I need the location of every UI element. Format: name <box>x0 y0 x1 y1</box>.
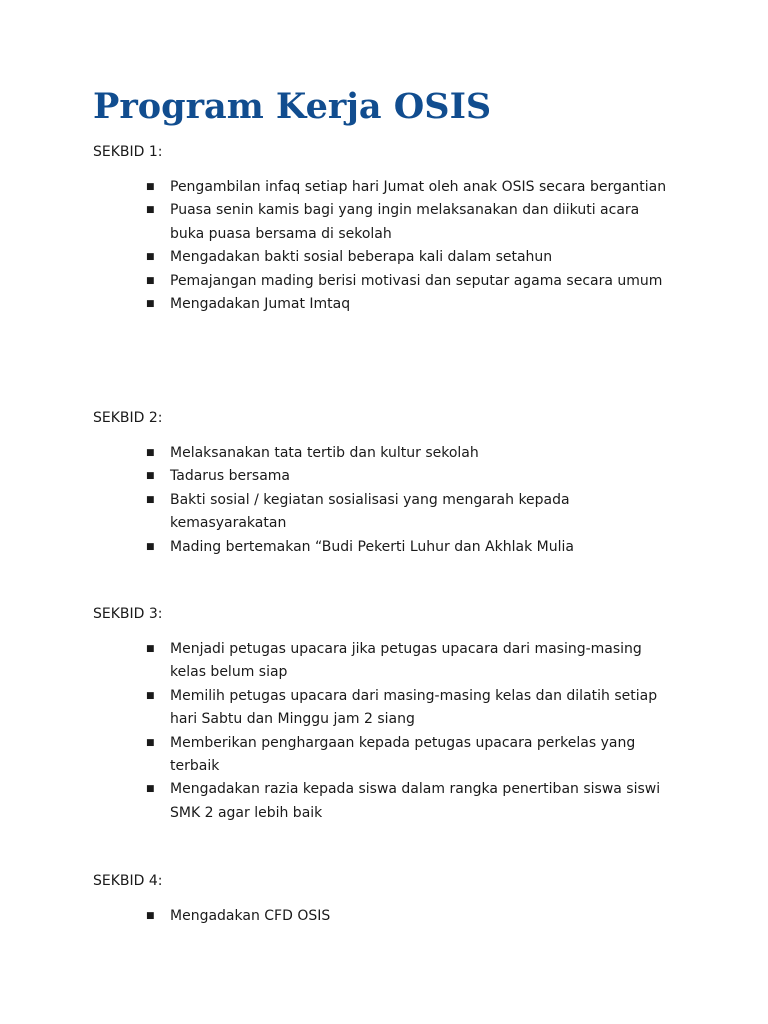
bullet-list <box>93 442 693 559</box>
list-item <box>93 778 670 825</box>
list-item <box>93 638 670 685</box>
list-item-text: Bakti sosial / kegiatan sosialisasi yang mengarah kepada kemasyarakatan <box>170 491 570 532</box>
square-bullet-icon: ■ <box>146 275 155 286</box>
list-item <box>93 536 670 559</box>
section-sekbid-4 <box>93 871 693 928</box>
list-item-text: Menjadi petugas upacara jika petugas upacara dari masing-masing kelas belum siap <box>170 641 642 681</box>
list-item <box>93 176 670 199</box>
list-item <box>93 270 670 293</box>
list-item-text: Tadarus bersama <box>170 468 290 485</box>
list-item-text: Mengadakan razia kepada siswa dalam rangka penertiban siswa siswi SMK 2 agar lebih baik <box>170 781 661 821</box>
square-bullet-icon: ■ <box>146 541 155 552</box>
list-item <box>93 293 670 316</box>
list-item-text: Memilih petugas upacara dari masing-masing kelas dan dilatih setiap hari Sabtu dan Minggu jam 2 siang <box>170 687 658 728</box>
section-heading: SEKBID 3: <box>93 606 163 622</box>
list-item-text: Mengadakan bakti sosial beberapa kali dalam setahun <box>170 249 553 266</box>
list-item <box>93 685 670 732</box>
bullet-list <box>93 638 693 825</box>
list-item <box>93 732 670 779</box>
section-heading: SEKBID 2: <box>93 410 163 426</box>
square-bullet-icon: ■ <box>146 737 155 748</box>
list-item <box>93 489 670 536</box>
square-bullet-icon: ■ <box>146 252 155 263</box>
section-heading: SEKBID 4: <box>93 873 163 889</box>
list-item <box>93 442 670 465</box>
list-item-text: Mengadakan Jumat Imtaq <box>170 296 351 313</box>
square-bullet-icon: ■ <box>146 205 155 216</box>
list-item-text: Memberikan penghargaan kepada petugas upacara perkelas yang terbaik <box>170 734 636 775</box>
list-item <box>93 465 670 488</box>
square-bullet-icon: ■ <box>146 182 155 192</box>
square-bullet-icon: ■ <box>146 494 155 505</box>
square-bullet-icon: ■ <box>146 471 155 482</box>
square-bullet-icon: ■ <box>146 299 155 310</box>
square-bullet-icon: ■ <box>146 448 155 458</box>
bullet-list <box>93 176 693 316</box>
list-item-text: Pengambilan infaq setiap hari Jumat oleh anak OSIS secara bergantian <box>170 179 667 195</box>
section-sekbid-1 <box>93 142 693 316</box>
list-item-text: Mengadakan CFD OSIS <box>170 908 331 924</box>
list-item-text: Pemajangan mading berisi motivasi dan seputar agama secara umum <box>170 272 663 289</box>
square-bullet-icon: ■ <box>146 784 155 795</box>
square-bullet-icon: ■ <box>146 911 155 921</box>
section-sekbid-3 <box>93 604 693 825</box>
page-title: Program Kerja OSIS <box>93 86 492 127</box>
square-bullet-icon: ■ <box>146 690 155 701</box>
list-item-text: Puasa senin kamis bagi yang ingin melaksanakan dan diikuti acara buka puasa bersama di sekolah <box>170 202 640 242</box>
list-item-text: Melaksanakan tata tertib dan kultur sekolah <box>170 445 479 461</box>
list-item-text: Mading bertemakan “Budi Pekerti Luhur dan Akhlak Mulia <box>170 538 574 555</box>
section-heading: SEKBID 1: <box>93 144 163 160</box>
list-item <box>93 905 670 928</box>
square-bullet-icon: ■ <box>146 644 155 654</box>
list-item <box>93 246 670 269</box>
list-item <box>93 199 670 246</box>
section-sekbid-2 <box>93 408 693 559</box>
bullet-list <box>93 905 693 928</box>
